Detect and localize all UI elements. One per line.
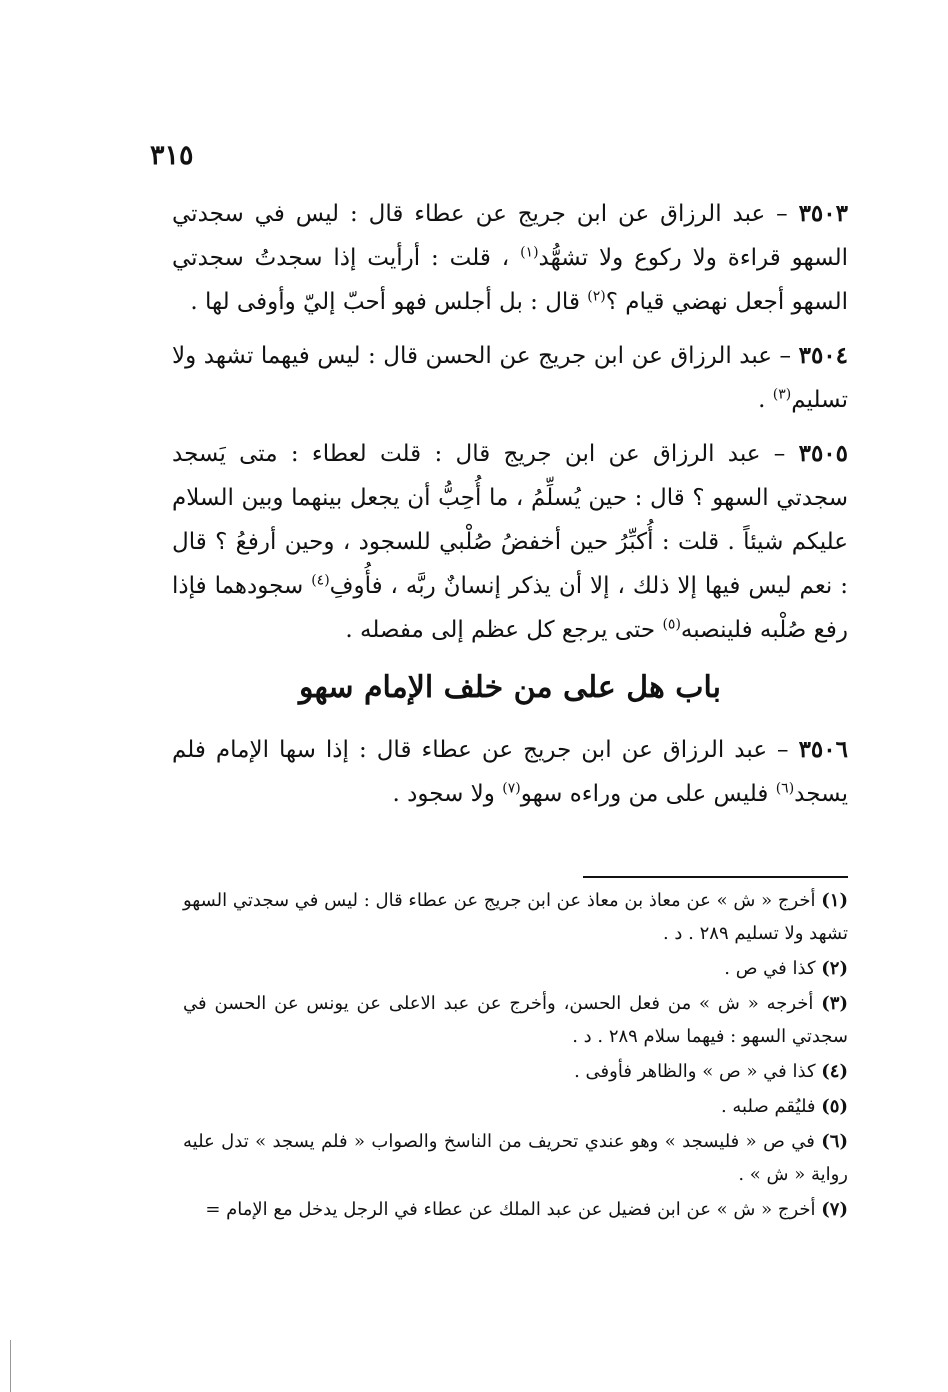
footnote-text: أخرج « ش » عن ابن فضيل عن عبد الملك عن عطاء في الرجل يدخل مع الإمام = [205, 1199, 816, 1220]
footnote-ref: (٥) [662, 616, 681, 633]
hadith-3506 [172, 728, 848, 816]
footnote-ref: (٦) [775, 780, 795, 797]
footnote-6 [183, 1125, 848, 1191]
footnote-divider [583, 876, 848, 878]
hadith-text: – عبد الرزاق عن ابن جريج عن عطاء قال : إذا سها الإمام فلم يسجد [172, 737, 848, 807]
footnote-number: (٢) [821, 958, 848, 979]
footnote-number: (٥) [821, 1096, 848, 1117]
hadith-text-end: ولا سجود . [392, 781, 495, 807]
footnote-7 [183, 1193, 848, 1226]
footnote-ref: (٣) [772, 386, 792, 403]
hadith-3504 [172, 334, 848, 422]
footnote-5 [183, 1090, 848, 1123]
scan-edge-line [10, 1340, 11, 1392]
footnote-number: (٣) [821, 993, 848, 1014]
footnote-ref: (٤) [311, 572, 330, 589]
footnote-text: أخرج « ش » عن معاذ بن معاذ عن ابن جريج عن عطاء قال : ليس في سجدتي السهو تشهد ولا تسليم ٢٨٩ . د . [183, 890, 848, 944]
footnote-number: (١) [821, 890, 848, 911]
footnotes [183, 884, 848, 1228]
hadith-text-cont: سجودهما فإذا رفع صُلْبه فلينصبه [172, 573, 848, 643]
hadith-3503 [172, 192, 848, 324]
footnote-number: (٧) [821, 1199, 848, 1220]
hadith-number: ٣٥٠٤ [798, 342, 849, 369]
hadith-text: – عبد الرزاق عن ابن جريج قال : قلت لعطاء : متى يَسجد سجدتي السهو ؟ قال : حين يُسلِّمُ ، ما أُحِبُّ أن يجعل بينهما وبين السلام عليكم شيئاً . قلت : أُكبِّرُ حين أخفضُ صُلْبي للسجود ، وحين أرفعُ ؟ قال : نعم ليس فيها إلا ذلك ، إلا أن يذكر إنسانٌ ربَّه ، فأُوفِ [172, 441, 849, 599]
chapter-title: باب هل على من خلف الإمام سهو [299, 670, 721, 705]
footnote-ref: (٧) [502, 780, 521, 797]
hadith-number: ٣٥٠٥ [798, 440, 849, 467]
hadith-3505 [172, 432, 848, 652]
footnote-2 [183, 952, 848, 985]
footnote-ref: (٢) [587, 288, 606, 305]
footnote-text: كذا في ص . [724, 958, 816, 979]
hadith-text-end: . [758, 387, 766, 413]
hadith-text-cont: ، قلت : أرأيت إذا سجدتُ سجدتي السهو أجعل نهضي قيام ؟ [172, 245, 848, 315]
page-number: ٣١٥ [150, 140, 194, 171]
main-text [172, 192, 848, 826]
footnote-4 [183, 1055, 848, 1088]
hadith-number: ٣٥٠٦ [798, 736, 848, 763]
hadith-text-end: حتى يرجع كل عظم إلى مفصله . [345, 617, 656, 643]
footnote-text: في ص « فليسجد » وهو عندي تحريف من الناسخ والصواب « فلم يسجد » تدل عليه رواية « ش » . [183, 1131, 848, 1185]
footnote-text: أخرجه « ش » من فعل الحسن، وأخرج عن عبد الاعلى عن يونس عن الحسن في سجدتي السهو : فيهما سلام ٢٨٩ . د . [183, 993, 848, 1047]
footnote-number: (٦) [821, 1131, 848, 1152]
footnote-text: فليُقم صلبه . [720, 1096, 816, 1117]
hadith-text-cont: فليس على من وراءه سهو [520, 781, 769, 807]
footnote-3 [183, 987, 848, 1053]
footnote-number: (٤) [821, 1061, 848, 1082]
hadith-text-end: قال : بل أجلس فهو أحبّ إليّ وأوفى لها . [190, 289, 580, 315]
hadith-text: – عبد الرزاق عن ابن جريج عن عطاء قال : ليس في سجدتي السهو قراءة ولا ركوع ولا تشهُّد [172, 201, 848, 271]
hadith-number: ٣٥٠٣ [798, 200, 848, 227]
hadith-text: – عبد الرزاق عن ابن جريج عن الحسن قال : ليس فيهما تشهد ولا تسليم [172, 343, 848, 413]
footnote-ref: (١) [520, 244, 539, 261]
footnote-1 [183, 884, 848, 950]
footnote-text: كذا في « ص » والظاهر فأوفى . [574, 1061, 816, 1082]
